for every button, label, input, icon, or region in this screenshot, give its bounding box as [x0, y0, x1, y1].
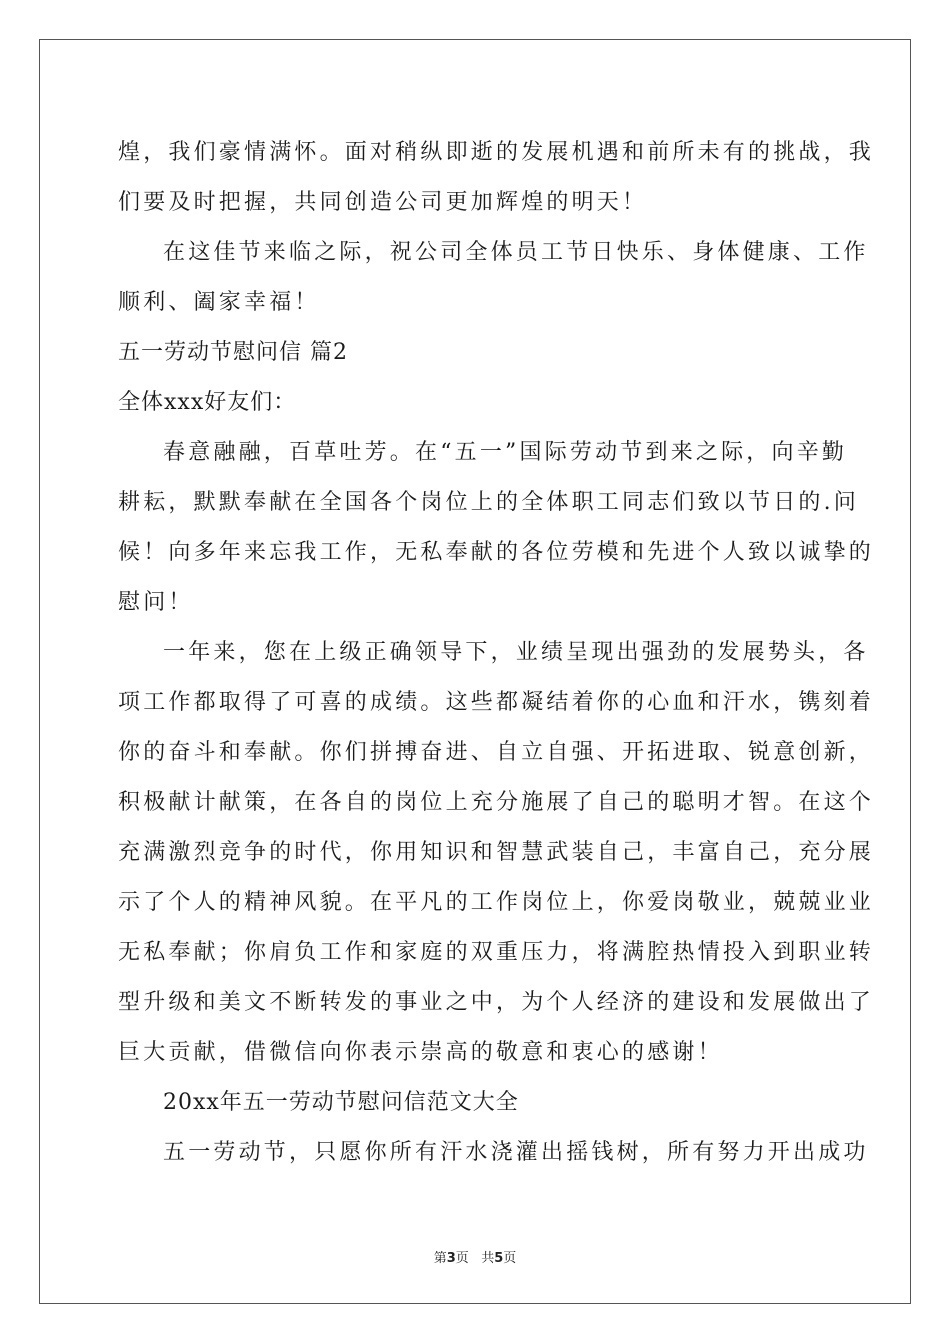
paragraph-line: 积极献计献策，在各自的岗位上充分施展了自己的聪明才智。在这个: [118, 790, 875, 815]
paragraph-line: 候！向多年来忘我工作，无私奉献的各位劳模和先进个人致以诚挚的: [118, 540, 875, 565]
paragraph-line: 示了个人的精神风貌。在平凡的工作岗位上，你爱岗敬业，兢兢业业: [118, 890, 875, 915]
page-label: 第: [433, 1251, 447, 1266]
total-label: 共: [481, 1251, 495, 1266]
paragraph-line: 充满激烈竞争的时代，你用知识和智慧武装自己，丰富自己，充分展: [118, 840, 875, 865]
page-unit: 页: [455, 1251, 469, 1266]
paragraph-line: 一年来，您在上级正确领导下，业绩呈现出强劲的发展势头，各: [163, 640, 869, 665]
page-footer: [0, 1247, 950, 1266]
paragraph-line: 煌，我们豪情满怀。面对稍纵即逝的发展机遇和前所未有的挑战，我: [118, 140, 875, 165]
page-number: 3: [446, 1251, 456, 1266]
paragraph-line: 春意融融，百草吐芳。在“五一”国际劳动节到来之际，向辛勤: [163, 440, 848, 465]
paragraph-line: 巨大贡献，借微信向你表示崇高的敬意和衷心的感谢！: [118, 1040, 723, 1065]
document-body: [118, 128, 875, 1178]
paragraph-line: 顺利、阖家幸福！: [118, 290, 320, 315]
paragraph-line: 们要及时把握，共同创造公司更加辉煌的明天！: [118, 190, 648, 215]
paragraph-line: 在这佳节来临之际，祝公司全体员工节日快乐、身体健康、工作: [163, 240, 869, 265]
total-pages: 5: [494, 1251, 504, 1266]
subtitle: 20xx年五一劳动节慰问信范文大全: [163, 1090, 519, 1115]
paragraph-line: 五一劳动节，只愿你所有汗水浇灌出摇钱树，所有努力开出成功: [163, 1140, 869, 1165]
paragraph-line: 慰问！: [118, 590, 194, 615]
section-heading: 五一劳动节慰问信 篇2: [118, 340, 348, 365]
salutation: 全体xxx好友们：: [118, 390, 297, 415]
paragraph-line: 项工作都取得了可喜的成绩。这些都凝结着你的心血和汗水，镌刻着: [118, 690, 875, 715]
total-unit: 页: [503, 1251, 517, 1266]
paragraph-line: 无私奉献；你肩负工作和家庭的双重压力，将满腔热情投入到职业转: [118, 940, 875, 965]
paragraph-line: 型升级和美文不断转发的事业之中，为个人经济的建设和发展做出了: [118, 990, 875, 1015]
paragraph-line: 耕耘，默默奉献在全国各个岗位上的全体职工同志们致以节日的.问: [118, 490, 859, 515]
paragraph-line: 你的奋斗和奉献。你们拼搏奋进、自立自强、开拓进取、锐意创新，: [118, 740, 875, 765]
